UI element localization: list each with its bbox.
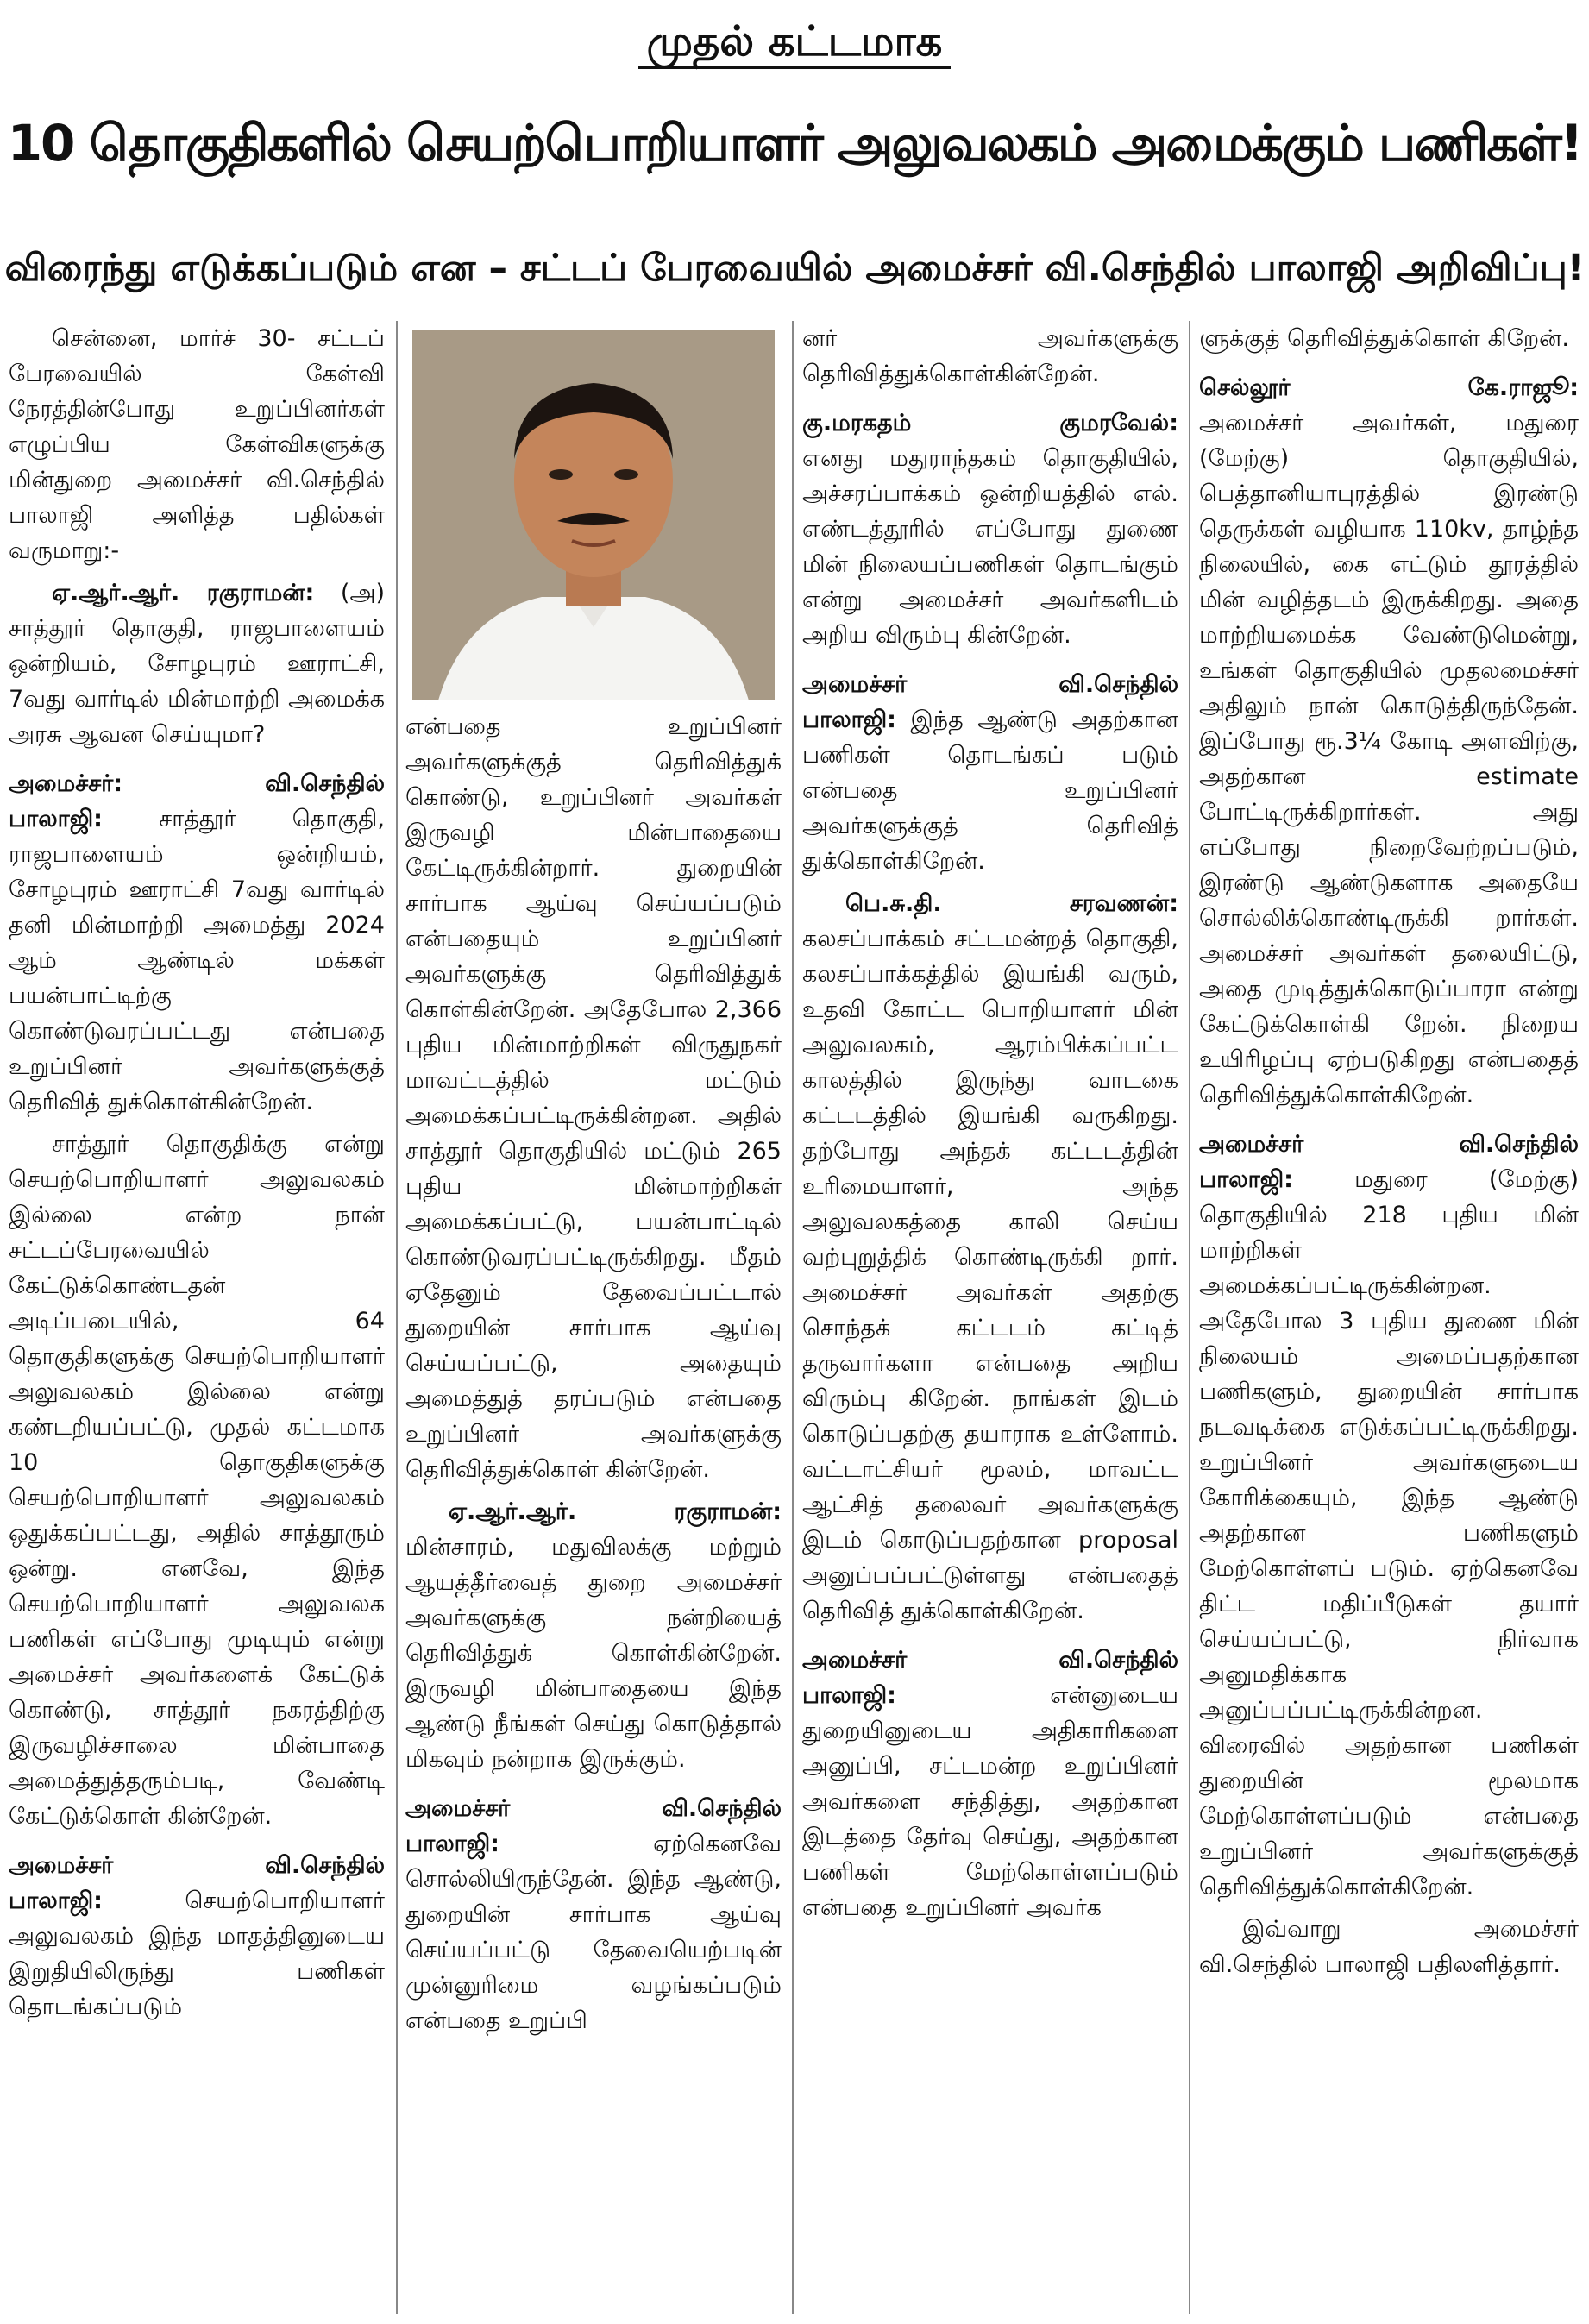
- speaker-name: வி.செந்தில்: [1459, 1131, 1579, 1158]
- speaker-title: அமைச்சர்: [405, 1795, 511, 1822]
- speaker-heading: [9, 1848, 385, 1883]
- speaker-name: பாலாஜி:: [802, 707, 896, 733]
- paragraph: [9, 801, 385, 1120]
- speaker-name: வி.செந்தில்: [265, 1852, 385, 1879]
- column-rule: [792, 321, 794, 2314]
- paragraph: னர் அவர்களுக்கு தெரிவித்துக்கொள்கின்றேன்.: [802, 325, 1178, 387]
- minister-photo: [412, 330, 775, 700]
- speaker-name: செல்லூர்: [1199, 374, 1291, 401]
- speaker-heading: [802, 667, 1178, 702]
- paragraph: [9, 575, 385, 752]
- speaker-title: அமைச்சர்: [1199, 1131, 1304, 1158]
- speaker-name: பாலாஜி:: [1199, 1166, 1293, 1193]
- paragraph-text: கலசப்பாக்கம் சட்டமன்றத் தொகுதி, கலசப்பாக்கத்தில் இயங்கி வரும், உதவி கோட்ட பொறியாளர் மின் அலுவலகம், ஆரம்பிக்கப்பட்ட காலத்தில் இருந்து வாடகை கட்டடத்தில் இயங்கி வருகிறது. தற்போது அந்தக் கட்டடத்தின் உரிமையாளர், அந்த அலுவலகத்தை காலி செய்ய வற்புறுத்திக் கொண்டிருக்கி றார். அமைச்சர் அவர்கள் அதற்கு சொந்தக் கட்டடம் கட்டித் தருவார்களா என்பதை அறிய விரும்பு கிறேன். நாங்கள் இடம் கொடுப்பதற்கு தயாராக உள்ளோம். வட்டாட்சியர் மூலம், மாவட்ட ஆட்சித் தலைவர் அவர்களுக்கு இடம் கொடுப்பதற்கான proposal அனுப்பப்பட்டுள்ளது என்பதைத் தெரிவித் துக்கொள்கிறேன்.: [802, 926, 1178, 1624]
- paragraph-text: செயற்பொறியாளர் அலுவலகம் இந்த மாதத்தினுடைய இறுதியிலிருந்து பணிகள் தொடங்கப்படும்: [9, 1887, 385, 2020]
- speaker-heading: [1199, 1127, 1579, 1162]
- subheadline: விரைந்து எடுக்கப்படும் என – சட்டப் பேரவையில் அமைச்சர் வி.செந்தில் பாலாஜி அறிவிப்பு!: [4, 247, 1585, 290]
- speaker-name: கே.ராஜூ:: [1467, 374, 1579, 401]
- speaker-name: குமரவேல்:: [1059, 410, 1178, 437]
- paragraph: [802, 886, 1178, 1629]
- paragraph-text: மின்சாரம், மதுவிலக்கு மற்றும் ஆயத்தீர்வைத் துறை அமைச்சர் அவர்களுக்கு நன்றியைத் தெரிவித்துக் கொள்கின்றேன். இருவழி மின்பாதையை இந்த ஆண்டு நீங்கள் செய்து கொடுத்தால் மிகவும் நன்றாக இருக்கும்.: [405, 1534, 782, 1773]
- speaker-title: அமைச்சர்: [9, 1852, 114, 1879]
- kicker: [0, 12, 1589, 71]
- speaker-name: வி.செந்தில்: [1058, 1647, 1178, 1674]
- paragraph: எனது மதுராந்தகம் தொகுதியில், அச்சரப்பாக்கம் ஒன்றியத்தில் எல். எண்டத்தூரில் எப்போது துணை மின் நிலையப்பணிகள் தொடங்கும் என்று அமைச்சர் அவர்களிடம் அறிய விரும்பு கின்றேன்.: [802, 445, 1178, 649]
- paragraph: [405, 1494, 782, 1777]
- paragraph: அமைச்சர் அவர்கள், மதுரை (மேற்கு) தொகுதியில், பெத்தானியாபுரத்தில் இரண்டு தெருக்கள் வழியாக 110kv, தாழ்ந்த நிலையில், கை எட்டும் தூரத்தில் மின் வழித்தடம் இருக்கிறது. அதை மாற்றியமைக்க வேண்டுமென்று, உங்கள் தொகுதியில் முதலமைச்சர் அதிலும் நான் கொடுத்திருந்தேன். இப்போது ரூ.3¼ கோடி அளவிற்கு, அதற்கான estimate போட்டிருக்கிறார்கள். அது எப்போது நிறைவேற்றப்படும், இரண்டு ஆண்டுகளாக அதையே சொல்லிக்கொண்டிருக்கி றார்கள். அமைச்சர் அவர்கள் தலையிட்டு, அதை முடித்துக்கொடுப்பாரா என்று கேட்டுக்கொள்கி றேன். நிறைய உயிரிழப்பு ஏற்படுகிறது என்பதைத் தெரிவித்துக்கொள்கிறேன்.: [1199, 410, 1579, 1109]
- speaker-name: கு.மரகதம்: [802, 410, 912, 437]
- speaker-heading: [1199, 370, 1579, 405]
- paragraph: ளுக்குத் தெரிவித்துக்கொள் கிறேன்.: [1199, 325, 1569, 352]
- paragraph-text: என்னுடைய துறையினுடைய அதிகாரிகளை அனுப்பி, சட்டமன்ற உறுப்பினர் அவர்களை சந்தித்து, அதற்கான இடத்தை தேர்வு செய்து, அதற்கான பணிகள் மேற்கொள்ளப்படும் என்பதை உறுப்பினர் அவர்க: [802, 1682, 1178, 1921]
- column-rule: [1189, 321, 1190, 2314]
- kicker-text: முதல் கட்டமாக: [638, 17, 952, 69]
- paragraph: [802, 1678, 1178, 1925]
- speaker-name: பாலாஜி:: [9, 1887, 103, 1914]
- speaker-heading: [405, 1791, 782, 1826]
- paragraph: இவ்வாறு அமைச்சர் வி.செந்தில் பாலாஜி பதிலளித்தார்.: [1199, 1916, 1579, 1978]
- speaker-name: ஏ.ஆர்.ஆர். ரகுராமன்:: [52, 580, 315, 606]
- speaker-title: அமைச்சர்: [802, 1647, 908, 1674]
- speaker-name: வி.செந்தில்: [662, 1795, 782, 1822]
- speaker-name: ஏ.ஆர்.ஆர். ரகுராமன்:: [449, 1498, 782, 1525]
- paragraph: [405, 1826, 782, 2038]
- paragraph-text: மதுரை (மேற்கு) தொகுதியில் 218 புதிய மின் மாற்றிகள் அமைக்கப்பட்டிருக்கின்றன. அதேபோல 3 புதிய துணை மின் நிலையம் அமைப்பதற்கான பணிகளும், துறையின் சார்பாக நடவடிக்கை எடுக்கப்பட்டிருக்கிறது. உறுப்பினர் அவர்களுடைய கோரிக்கையும், இந்த ஆண்டு அதற்கான பணிகளும் மேற்கொள்ளப் படும். ஏற்கெனவே திட்ட மதிப்பீடுகள் தயார் செய்யப்பட்டு, நிர்வாக அனுமதிக்காக அனுப்பப்பட்டிருக்கின்றன. விரைவில் அதற்கான பணிகள் துறையின் மூலமாக மேற்கொள்ளப்படும் என்பதை உறுப்பினர் அவர்களுக்குத் தெரிவித்துக்கொள்கிறேன்.: [1199, 1166, 1579, 1900]
- paragraph-text: இந்த ஆண்டு அதற்கான பணிகள் தொடங்கப் படும் என்பதை உறுப்பினர் அவர்களுக்குத் தெரிவித் துக்கொள்கிறேன்.: [802, 707, 1178, 875]
- column-4: [1199, 321, 1579, 2314]
- speaker-name: வி.செந்தில்: [265, 770, 385, 797]
- speaker-title: அமைச்சர்: [802, 671, 908, 698]
- column-rule: [396, 321, 398, 2314]
- paragraph-text: (அ) சாத்தூர் தொகுதி, ராஜபாளையம் ஒன்றியம், சோழபுரம் ஊராட்சி, 7வது வார்டில் மின்மாற்றி அமைக்க அரசு ஆவன செய்யுமா?: [9, 580, 385, 748]
- speaker-name: பெ.சு.தி. சரவணன்:: [845, 890, 1178, 917]
- column-1: [9, 321, 385, 2314]
- column-3: [802, 321, 1178, 2314]
- headline: 10 தொகுதிகளில் செயற்பொறியாளர் அலுவலகம் அமைக்கும் பணிகள்!: [7, 114, 1582, 173]
- paragraph: என்பதை உறுப்பினர் அவர்களுக்குத் தெரிவித்துக் கொண்டு, உறுப்பினர் அவர்கள் இருவழி மின்பாதையை கேட்டிருக்கின்றார். துறையின் சார்பாக ஆய்வு செய்யப்படும் என்பதையும் உறுப்பினர் அவர்களுக்கு தெரிவித்துக் கொள்கின்றேன். அதேபோல 2,366 புதிய மின்மாற்றிகள் விருதுநகர் மாவட்டத்தில் மட்டும் அமைக்கப்பட்டிருக்கின்றன. அதில் சாத்தூர் தொகுதியில் மட்டும் 265 புதிய மின்மாற்றிகள் அமைக்கப்பட்டு, பயன்பாட்டில் கொண்டுவரப்பட்டிருக்கிறது. மீதம் ஏதேனும் தேவைப்பட்டால் துறையின் சார்பாக ஆய்வு செய்யப்பட்டு, அதையும் அமைத்துத் தரப்படும் என்பதை உறுப்பினர் அவர்களுக்கு தெரிவித்துக்கொள் கின்றேன்.: [405, 713, 782, 1483]
- speaker-heading: [9, 766, 385, 801]
- minister-portrait-icon: [412, 330, 775, 700]
- paragraph: [1199, 1162, 1579, 1905]
- speaker-name: பாலாஜி:: [405, 1831, 499, 1857]
- paragraph: சாத்தூர் தொகுதிக்கு என்று செயற்பொறியாளர் அலுவலகம் இல்லை என்ற நான் சட்டப்பேரவையில் கேட்டுக்கொண்டதன் அடிப்படையில், 64 தொகுதிகளுக்கு செயற்பொறியாளர் அலுவலகம் இல்லை என்று கண்டறியப்பட்டு, முதல் கட்டமாக 10 தொகுதிகளுக்கு செயற்பொறியாளர் அலுவலகம் ஒதுக்கப்பட்டது, அதில் சாத்தூரும் ஒன்று. எனவே, இந்த செயற்பொறியாளர் அலுவலக பணிகள் எப்போது முடியும் என்று அமைச்சர் அவர்களைக் கேட்டுக் கொண்டு, சாத்தூர் நகரத்திற்கு இருவழிச்சாலை மின்பாதை அமைத்துத்தரும்படி, வேண்டி கேட்டுக்கொள் கின்றேன்.: [9, 1131, 385, 1830]
- paragraph: [802, 702, 1178, 879]
- paragraph-text: ஏற்கெனவே சொல்லியிருந்தேன். இந்த ஆண்டு, துறையின் சார்பாக ஆய்வு செய்யப்பட்டு தேவையெற்படின் முன்னுரிமை வழங்கப்படும் என்பதை உறுப்பி: [405, 1831, 782, 2034]
- paragraph: சென்னை, மார்ச் 30- சட்டப் பேரவையில் கேள்வி நேரத்தின்போது உறுப்பினர்கள் எழுப்பிய கேள்விகளுக்கு மின்துறை அமைச்சர் வி.செந்தில் பாலாஜி அளித்த பதில்கள் வருமாறு:-: [9, 325, 385, 564]
- speaker-name: பாலாஜி:: [9, 806, 103, 832]
- speaker-heading: [802, 405, 1178, 441]
- column-2: [405, 709, 782, 2314]
- paragraph: [9, 1883, 385, 2025]
- paragraph-text: சாத்தூர் தொகுதி, ராஜபாளையம் ஒன்றியம், சோழபுரம் ஊராட்சி 7வது வார்டில் தனி மின்மாற்றி அமைத்து 2024 ஆம் ஆண்டில் மக்கள் பயன்பாட்டிற்கு கொண்டுவரப்பட்டது என்பதை உறுப்பினர் அவர்களுக்குத் தெரிவித் துக்கொள்கின்றேன்.: [9, 806, 385, 1115]
- speaker-name: வி.செந்தில்: [1058, 671, 1178, 698]
- speaker-name: பாலாஜி:: [802, 1682, 896, 1709]
- speaker-heading: [802, 1643, 1178, 1678]
- speaker-title: அமைச்சர்:: [9, 770, 123, 797]
